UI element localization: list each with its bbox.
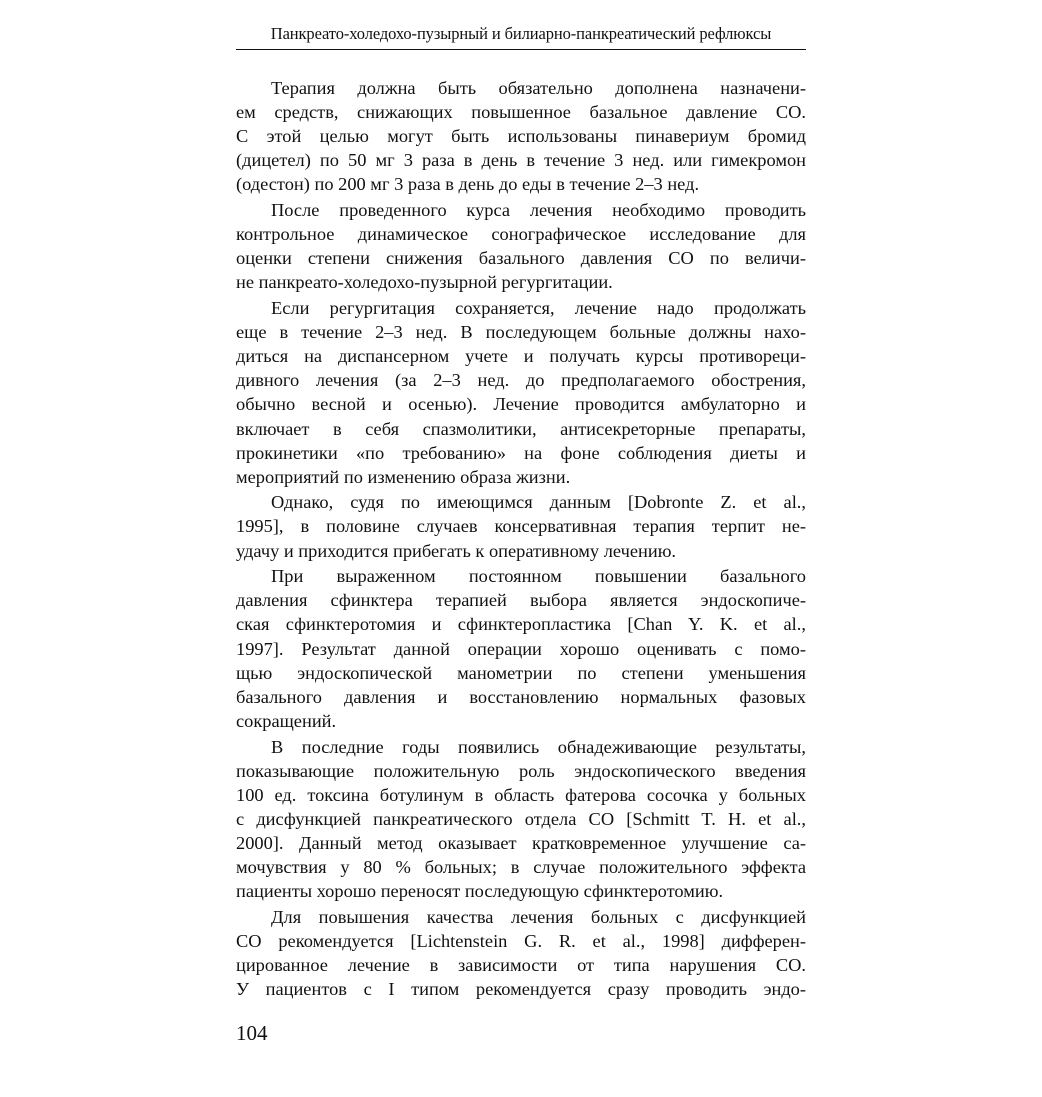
text-line: Однако, судя по имеющимся данным [Dobronte Z. et al., [271,492,806,513]
text-line: Если регургитация сохраняется, лечение надо продолжать [271,298,806,319]
text-line: 2000]. Данный метод оказывает кратковременное улучшение са- [236,832,806,853]
text-line: удачу и приходится прибегать к оперативному лечению. [236,540,677,561]
page-number: 104 [236,1021,268,1045]
text-line: Терапия должна быть обязательно дополнена назначени- [271,78,806,98]
text-line: давления сфинктера терапией выбора является эндоскопиче- [236,590,806,611]
text-line: с дисфункцией панкреатического отдела СО [Schmitt T. H. et al., [236,808,806,829]
text-line: После проведенного курса лечения необходимо проводить [271,200,806,221]
paragraph [236,76,806,196]
text-line: обычно весной и осенью). Лечение проводится амбулаторно и [236,394,806,415]
text-line: пациенты хорошо переносят последующую сфинктеротомию. [236,881,724,902]
text-line: показывающие положительную роль эндоскопического введения [236,760,806,781]
paragraph [236,296,806,489]
text-line: дивного лечения (за 2–3 нед. до предполагаемого обострения, [236,370,806,391]
text-line: СО рекомендуется [Lichtenstein G. R. et al., 1998] дифферен- [236,930,806,951]
text-line: диться на диспансерном учете и получать курсы противореци- [236,346,806,367]
text-line: сокращений. [236,710,337,731]
text-line: У пациентов с I типом рекомендуется сразу проводить эндо- [236,979,806,1000]
text-line: 1995], в половине случаев консервативная терапия терпит не- [236,516,806,537]
text-line: базального давления и восстановлению нормальных фазовых [236,686,806,707]
paragraph [236,735,806,904]
text-line: контрольное динамическое сонографическое исследование для [236,224,806,245]
text-line: не панкреато-холедохо-пузырной регургитации. [236,272,613,293]
text-line: С этой целью могут быть использованы пинавериум бромид [236,126,806,147]
text-line: ская сфинктеротомия и сфинктеропластика [Chan Y. K. et al., [236,614,806,635]
text-line: мероприятий по изменению образа жизни. [236,466,571,487]
running-head: Панкреато-холедохо-пузырный и билиарно-панкреатический рефлюксы [236,22,806,50]
text-line: щью эндоскопической манометрии по степени уменьшения [236,662,806,683]
text-line: мочувствия у 80 % больных; в случае положительного эффекта [236,856,806,877]
text-line: В последние годы появились обнадеживающие результаты, [271,736,806,757]
paragraph [236,905,806,1001]
text-line: При выраженном постоянном повышении базального [271,566,806,587]
text-line: Для повышения качества лечения больных с дисфункцией [271,906,806,927]
body-text [236,76,806,1001]
text-line: (дицетел) по 50 мг 3 раза в день в течение 3 нед. или гимекромон [236,150,806,171]
text-line: включает в себя спазмолитики, антисекреторные препараты, [236,418,806,439]
text-line: (одестон) по 200 мг 3 раза в день до еды в течение 2–3 нед. [236,174,700,195]
paragraph [236,198,806,294]
text-line: ем средств, снижающих повышенное базальное давление СО. [236,102,806,123]
paragraph [236,490,806,562]
text-line: 1997]. Результат данной операции хорошо оценивать с помо- [236,638,806,659]
book-page [236,22,806,1001]
paragraph [236,564,806,733]
text-line: еще в течение 2–3 нед. В последующем больные должны нахо- [236,322,806,343]
text-line: 100 ед. токсина ботулинум в область фатерова сосочка у больных [236,784,806,805]
text-line: оценки степени снижения базального давления СО по величи- [236,248,806,269]
text-line: цированное лечение в зависимости от типа нарушения СО. [236,954,806,975]
text-line: прокинетики «по требованию» на фоне соблюдения диеты и [236,442,806,463]
